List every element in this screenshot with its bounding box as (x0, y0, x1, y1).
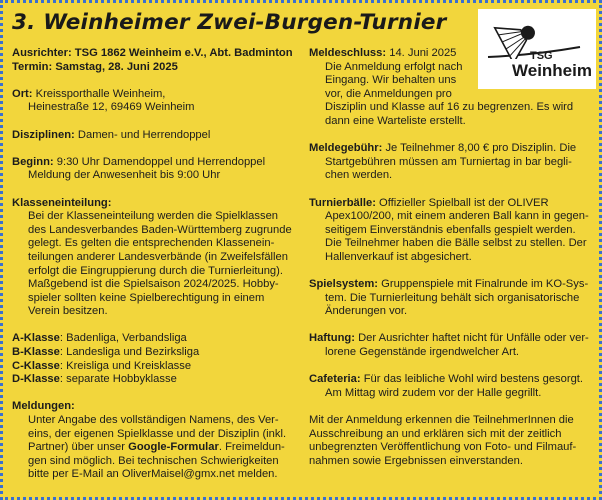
cafeteria-value: Für das leibliche Wohl wird bestens gesorgt. (360, 373, 584, 386)
balls-line: Apex100/200, mit einem anderen Ball kann in gegen- (325, 210, 589, 223)
class-b-label: B-Klasse (12, 346, 60, 359)
liability-block (309, 332, 593, 359)
venue-line2: Heinestraße 12, 69469 Weinheim (28, 101, 195, 114)
classes-block (12, 197, 302, 319)
start-line2: Meldung der Anwesenheit bis 9:00 Uhr (28, 169, 221, 182)
registration-label: Meldungen: (12, 400, 75, 413)
disciplines-block (12, 129, 302, 143)
consent-line: unbegrenzten Veröffentlichung von Foto- und Filmauf- (309, 441, 577, 454)
balls-value: Offizieller Spielball ist der OLIVER (375, 196, 549, 209)
fee-line: chen werden. (325, 169, 393, 182)
class-d-label: D-Klasse (12, 373, 60, 386)
registration-line: bitte per E-Mail an OliverMaisel@gmx.net melden. (28, 468, 278, 481)
classes-line: erfolgt die Eingruppierung durch die Turnierleitung). (28, 264, 283, 277)
classes-line: Bei der Klasseneinteilung werden die Spielklassen (28, 210, 279, 223)
registration-line: Partner) über unser (28, 441, 129, 454)
classes-line: des Landesverbandes Baden-Württemberg zugrunde (28, 223, 292, 236)
balls-label: Turnierbälle: (309, 196, 376, 209)
class-a-label: A-Klasse (12, 332, 60, 345)
balls-block (309, 197, 593, 265)
consent-block (309, 414, 593, 468)
logo-club-name: Weinheim (512, 61, 592, 80)
class-c-item (12, 360, 302, 374)
classes-label: Klasseneinteilung: (12, 196, 112, 209)
system-block (309, 278, 593, 319)
organizer-label: Ausrichter: (12, 47, 75, 59)
class-d-value: : separate Hobbyklasse (59, 373, 177, 386)
class-a-value: : Badenliga, Verbandsliga (59, 332, 187, 345)
consent-line: nahmen sowie Ergebnissen einverstanden. (309, 454, 523, 467)
logo-tsg-text: TSG (530, 50, 553, 62)
system-line: tem. Die Turnierleitung behält sich organisatorische (325, 291, 580, 304)
class-b-value: : Landesliga und Bezirksliga (59, 346, 200, 359)
venue-block (12, 88, 302, 115)
balls-line: Die Teilnehmer haben die Bälle selbst zu stellen. Der (325, 237, 587, 250)
class-b-item (12, 346, 302, 360)
class-d-item (12, 373, 302, 387)
fee-line: Startgebühren müssen am Turniertag in bar begli- (325, 155, 572, 168)
system-label: Spielsystem: (309, 278, 379, 291)
date-label: Termin: (12, 60, 56, 73)
start-block (12, 156, 302, 183)
disciplines-value: Damen- und Herrendoppel (74, 128, 211, 141)
cafeteria-label: Cafeteria: (309, 373, 361, 386)
cafeteria-block (309, 373, 593, 400)
classes-line: Verein besitzen. (28, 305, 108, 318)
page-title: 3. Weinheimer Zwei-Burgen-Turnier (12, 10, 447, 35)
class-c-value: : Kreisliga und Kreisklasse (59, 359, 192, 372)
registration-line: Unter Angabe des vollständigen Namens, des Ver- (28, 414, 279, 427)
registration-block (12, 400, 302, 482)
liability-line: lorene Gegenstände irgendwelcher Art. (325, 346, 520, 359)
fee-block (309, 142, 593, 183)
registration-line: . Freimeldun- (218, 441, 285, 454)
balls-line: seitigem Einverständnis ebenfalls gespielt werden. (325, 223, 576, 236)
classes-line: gelegt. Es gelten die entsprechenden Klassenein- (28, 237, 275, 250)
system-line: Änderungen vor. (325, 305, 408, 318)
deadline-line: vor, die Anmeldungen pro (325, 87, 452, 100)
liability-value: Der Ausrichter haftet nicht für Unfälle oder ver- (354, 332, 589, 345)
deadline-line: Disziplin und Klasse auf 16 zu begrenzen. Es wird (325, 101, 574, 114)
classes-line: teilungen anderer Landesverbände (in Zweifelsfällen (28, 250, 288, 263)
left-column (12, 47, 302, 482)
deadline-line: Die Anmeldung erfolgt nach (325, 60, 463, 73)
deadline-value: 14. Juni 2025 (386, 47, 457, 59)
fee-value: Je Teilnehmer 8,00 € pro Disziplin. Die (382, 142, 577, 155)
start-label: Beginn: (12, 155, 54, 168)
deadline-label: Meldeschluss: (309, 47, 387, 59)
cafeteria-line: Am Mittag wird zudem vor der Halle gegrillt. (325, 386, 542, 399)
system-value: Gruppenspiele mit Finalrunde im KO-Sys- (378, 278, 589, 291)
liability-label: Haftung: (309, 332, 355, 345)
classes-line: spieler sollten keine Spielberechtigung in einem (28, 291, 265, 304)
google-form-link[interactable]: Google-Formular (128, 441, 219, 454)
consent-line: Ausschreibung an und erklären sich mit der zeitlich (309, 427, 562, 440)
deadline-block (309, 47, 593, 129)
date-value: Samstag, 28. Juni 2025 (55, 60, 178, 73)
disciplines-label: Disziplinen: (12, 128, 75, 141)
organizer-block (12, 47, 302, 74)
start-line1: 9:30 Uhr Damendoppel und Herrendoppel (53, 155, 266, 168)
venue-line1: Kreissporthalle Weinheim, (32, 87, 166, 100)
registration-line: eins, der eigenen Spielklasse und der Disziplin (inkl. (28, 427, 287, 440)
class-c-label: C-Klasse (12, 359, 60, 372)
registration-line: gen sind möglich. Bei technischen Schwierigkeiten (28, 454, 279, 467)
deadline-line: dann eine Warteliste erstellt. (325, 114, 466, 127)
balls-line: Hallenverkauf ist abgesichert. (325, 250, 472, 263)
classes-line: Maßgebend ist die Spielsaison 2024/2025. Hobby- (28, 278, 279, 291)
class-list (12, 332, 302, 386)
fee-label: Meldegebühr: (309, 142, 383, 155)
deadline-line: Eingang. Wir behalten uns (325, 74, 457, 87)
organizer-value: TSG 1862 Weinheim e.V., Abt. Badminton (74, 47, 293, 59)
venue-label: Ort: (12, 87, 33, 100)
consent-line: Mit der Anmeldung erkennen die TeilnehmerInnen die (309, 414, 574, 427)
class-a-item (12, 332, 302, 346)
right-column (309, 47, 593, 468)
